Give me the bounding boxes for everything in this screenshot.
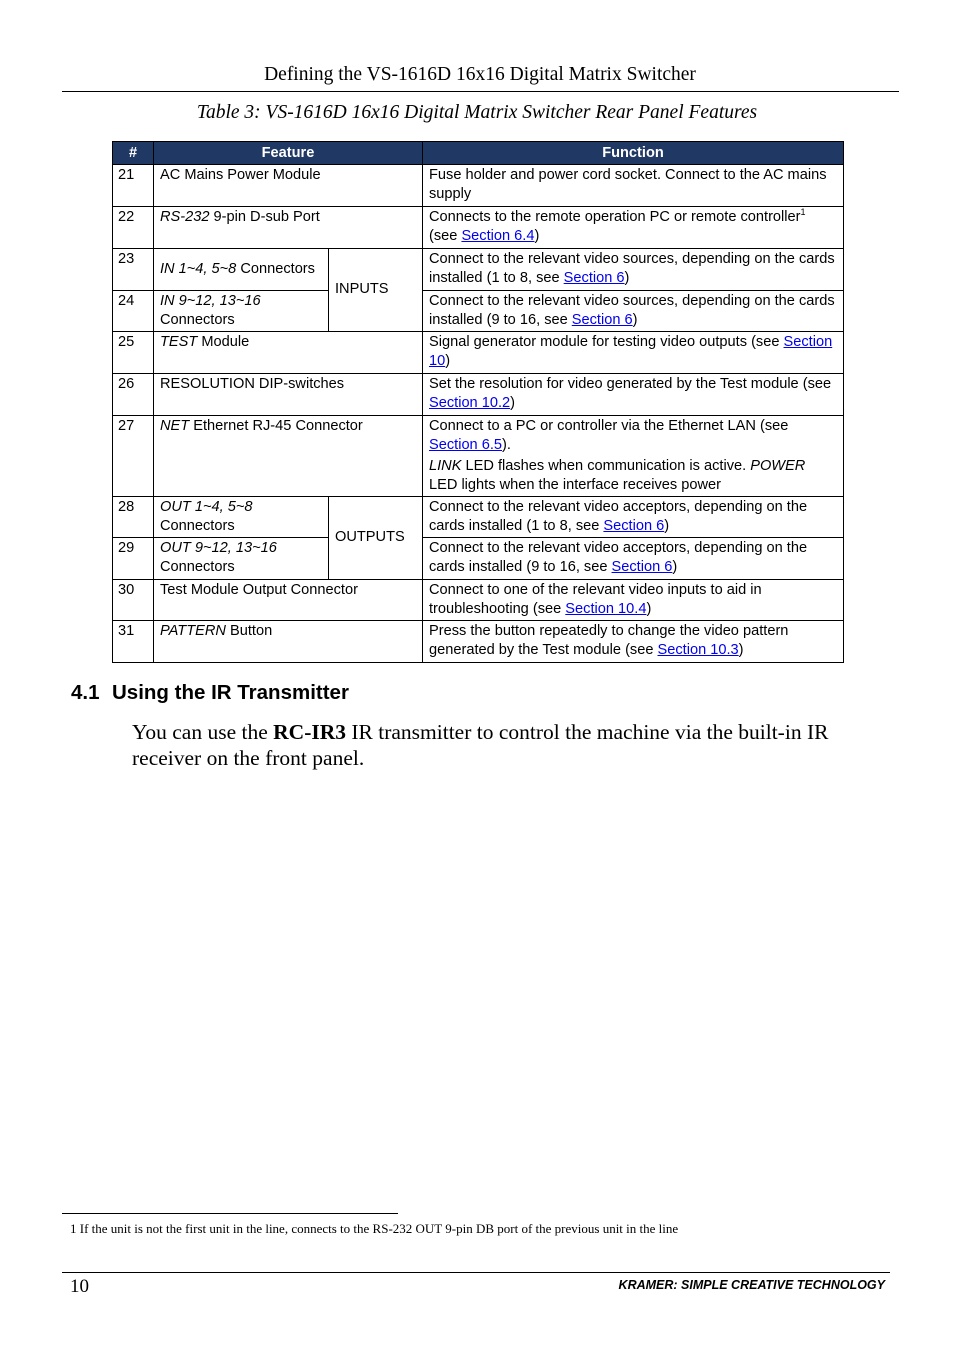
feature-cell: IN 9~12, 13~16 Connectors xyxy=(154,291,329,332)
table-row xyxy=(113,207,844,249)
product-name: RC-IR3 xyxy=(273,720,346,744)
column-header-function: Function xyxy=(423,142,844,165)
table-row xyxy=(113,291,844,332)
function-cell: Connect to the relevant video sources, depending on the cards installed (9 to 16, see Section 6) xyxy=(423,291,844,332)
section-link[interactable]: Section 6 xyxy=(571,311,633,328)
section-number: 4.1 xyxy=(71,681,100,704)
table-caption: Table 3: VS-1616D 16x16 Digital Matrix Switcher Rear Panel Features xyxy=(196,102,758,123)
function-cell xyxy=(423,416,844,497)
row-number: 30 xyxy=(113,580,154,621)
section-link[interactable]: Section 6 xyxy=(563,269,625,286)
section-link[interactable]: Section 6 xyxy=(603,517,665,534)
table-row xyxy=(113,332,844,374)
row-number: 27 xyxy=(113,416,154,497)
feature-cell: RS-232 9-pin D-sub Port xyxy=(154,207,423,249)
feature-cell: RESOLUTION DIP-switches xyxy=(154,374,423,416)
section-title: Using the IR Transmitter xyxy=(112,681,349,704)
section-heading xyxy=(71,681,349,705)
row-number: 28 xyxy=(113,497,154,538)
footnote: 1 If the unit is not the first unit in the line, connects to the RS-232 OUT 9-pin DB port of the previous unit in the line xyxy=(70,1221,679,1236)
row-number: 26 xyxy=(113,374,154,416)
column-header-feature: Feature xyxy=(154,142,423,165)
header-rule xyxy=(62,91,899,92)
page-number: 10 xyxy=(70,1276,89,1297)
row-number: 25 xyxy=(113,332,154,374)
rear-panel-features-table xyxy=(112,141,844,663)
feature-cell: IN 1~4, 5~8 Connectors xyxy=(154,249,329,291)
row-number: 21 xyxy=(113,165,154,207)
function-paragraph: LINK LED flashes when communication is active. POWER LED lights when the interface receives power xyxy=(429,458,806,493)
feature-cell: PATTERN Button xyxy=(154,621,423,663)
function-cell: Set the resolution for video generated by the Test module (see Section 10.2) xyxy=(423,374,844,416)
feature-cell: NET Ethernet RJ-45 Connector xyxy=(154,416,423,497)
table-row xyxy=(113,416,844,497)
row-number: 31 xyxy=(113,621,154,663)
section-link[interactable]: Section 6 xyxy=(611,558,673,575)
table-row xyxy=(113,621,844,663)
footer-rule xyxy=(62,1272,890,1273)
body-paragraph: You can use the RC-IR3 IR transmitter to control the machine via the built-in IR receiver on the front panel. xyxy=(132,720,829,770)
row-number: 24 xyxy=(113,291,154,332)
table-row xyxy=(113,580,844,621)
function-cell: Connect to the relevant video acceptors, depending on the cards installed (1 to 8, see Section 6) xyxy=(423,497,844,538)
row-number: 29 xyxy=(113,538,154,580)
function-cell: Connect to one of the relevant video inputs to aid in troubleshooting (see Section 10.4) xyxy=(423,580,844,621)
table-row xyxy=(113,165,844,207)
feature-cell: OUT 1~4, 5~8 Connectors xyxy=(154,497,329,538)
feature-cell: OUT 9~12, 13~16 Connectors xyxy=(154,538,329,580)
running-header: Defining the VS-1616D 16x16 Digital Matrix Switcher xyxy=(264,64,696,85)
function-cell: Connect to the relevant video sources, depending on the cards installed (1 to 8, see Section 6) xyxy=(423,249,844,291)
function-paragraph: Connect to a PC or controller via the Ethernet LAN (see Section 6.5). xyxy=(429,418,789,453)
group-label-outputs: OUTPUTS xyxy=(329,497,423,580)
group-label-inputs: INPUTS xyxy=(329,249,423,332)
row-number: 23 xyxy=(113,249,154,291)
table-row xyxy=(113,374,844,416)
footnote-separator xyxy=(62,1213,398,1214)
column-header-number: # xyxy=(113,142,154,165)
table-row xyxy=(113,497,844,538)
table-row xyxy=(113,249,844,291)
section-link[interactable]: Section 10.2 xyxy=(429,394,511,411)
section-link[interactable]: Section 10.3 xyxy=(657,641,739,658)
table-row xyxy=(113,538,844,580)
function-cell: Press the button repeatedly to change the video pattern generated by the Test module (see Section 10.3) xyxy=(423,621,844,663)
feature-cell: TEST Module xyxy=(154,332,423,374)
section-link[interactable]: Section 6.4 xyxy=(461,227,535,244)
footer-brand: KRAMER: SIMPLE CREATIVE TECHNOLOGY xyxy=(618,1278,885,1292)
function-cell: Connect to the relevant video acceptors, depending on the cards installed (9 to 16, see Section 6) xyxy=(423,538,844,580)
footnote-reference[interactable]: 1 xyxy=(800,207,806,217)
feature-cell: Test Module Output Connector xyxy=(154,580,423,621)
section-link[interactable]: Section 10 xyxy=(429,334,833,369)
function-cell: Fuse holder and power cord socket. Connect to the AC mains supply xyxy=(423,165,844,207)
section-link[interactable]: Section 6.5 xyxy=(429,436,503,453)
section-link[interactable]: Section 10.4 xyxy=(565,600,647,617)
function-cell: Signal generator module for testing video outputs (see Section 10) xyxy=(423,332,844,374)
function-cell: Connects to the remote operation PC or remote controller$^1$ (see Section 6.4) xyxy=(423,207,844,249)
feature-cell: AC Mains Power Module xyxy=(154,165,423,207)
table-header-row xyxy=(113,142,844,165)
row-number: 22 xyxy=(113,207,154,249)
